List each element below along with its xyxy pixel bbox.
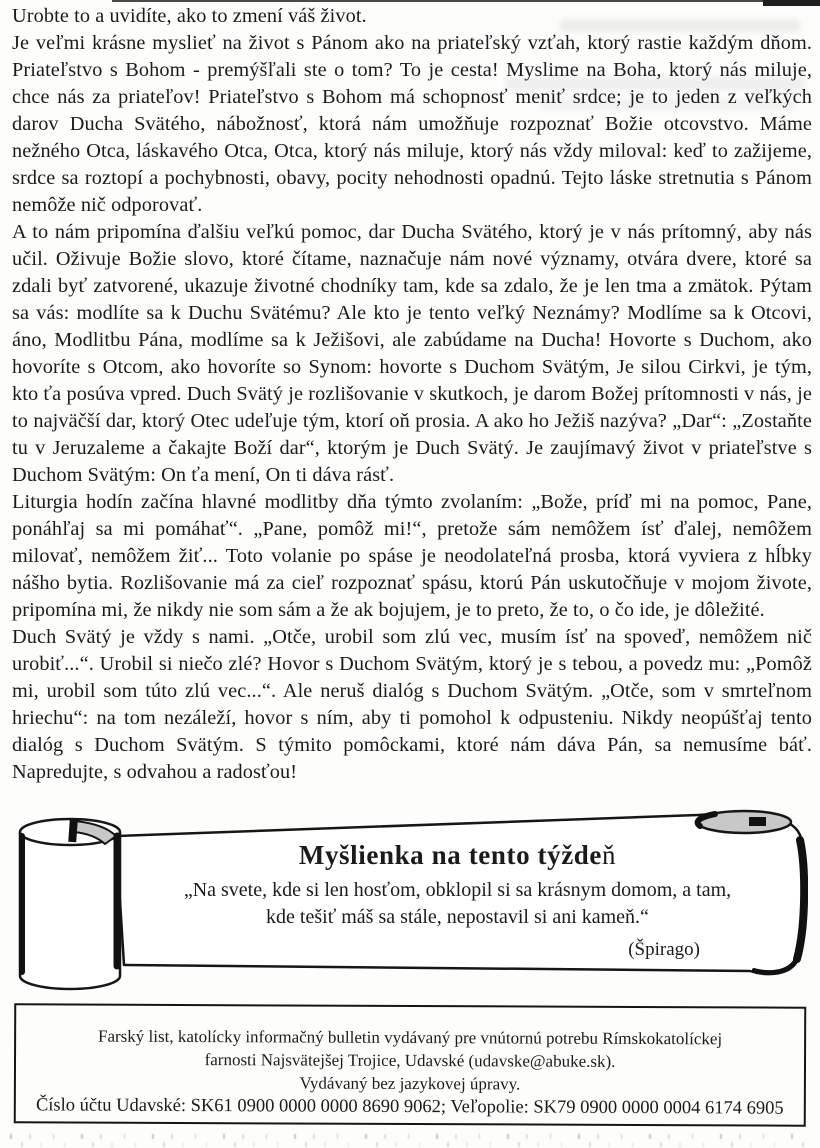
- article-paragraph-1: Urobte to a uvidíte, ako to zmení váš život.: [12, 5, 367, 27]
- imprint-box: [14, 1003, 807, 1126]
- scan-top-rule: [112, 0, 820, 2]
- quote-line-2: kde tešiť máš sa stále, nepostavil si ani kameň.“: [266, 906, 649, 928]
- article-text: [12, 3, 812, 786]
- imprint-line-1: Farský list, katolícky informačný bulletin vydávaný pre vnútornú potrebu Rímskokatolíckej: [97, 1026, 723, 1049]
- article-paragraph-2: Je veľmi krásne myslieť na život s Pánom ako na priateľský vzťah, ktorý rastie každým dňom. Priateľstvo s Bohom - premýšľali ste o tom? To je cesta! Myslime na Boha, ktorý nás miluje, chce nás za priateľov! Priateľstvo s Bohom má schopnosť meniť srdce; je to jeden z veľkých darov Ducha Svätého, nábožnosť, ktorá nám umožňuje rozpoznať Božie otcovstvo. Máme nežného Otca, láskavého Otca, Otca, ktorý nás miluje, ktorý nás vždy miloval: keď to zažijeme, srdce sa roztopí a pochybnosti, obavy, pocity nehodnosti opadnú. Tejto láske stretnutia s Pánom nemôže nič odporovať.: [12, 32, 812, 216]
- weekly-thought-content: [130, 832, 785, 961]
- article-paragraph-4: Liturgia hodín začína hlavné modlitby dňa týmto zvolaním: „Bože, príď mi na pomoc, Pane, ponáhľaj sa mi pomáhať“. „Pane, pomôž mi!“, pretože sám nemôžem ísť ďalej, nemôžem milovať, nemôžem žiť... Toto volanie po spáse je neodolateľná prosba, ktorá vyviera z hĺbky nášho bytia. Rozlišovanie má za cieľ rozpoznať spásu, ktorú Pán uskutočňuje v mojom živote, pripomína mi, že nikdy nie som sám a že ak bojujem, je to preto, že to, o čo ide, je dôležité.: [12, 491, 812, 621]
- quote-attribution: (Špirago): [628, 939, 700, 960]
- article-paragraph-3: A to nám pripomína ďalšiu veľkú pomoc, dar Ducha Svätého, ktorý je v nás prítomný, aby nás učil. Oživuje Božie slovo, ktoré čítame, naznačuje nám nové významy, otvára dvere, ktoré sa zdali byť zatvorené, ukazuje životné chodníky tam, kde sa zdalo, že je len tma a zmätok. Pýtam sa vás: modlíte sa k Duchu Svätému? Ale kto je tento veľký Neznámy? Modlíme sa k Otcovi, áno, Modlitbu Pána, modlíme sa k Ježišovi, ale zabúdame na Ducha! Hovorte s Duchom, ako hovoríte s Otcom, ako hovoríte so Synom: hovorte s Duchom Svätým, Je silou Cirkvi, je tým, kto ťa posúva vpred. Duch Svätý je rozlišovanie v skutkoch, je darom Božej prítomnosti v nás, je to najväčší dar, ktorý Otec udeľuje tým, ktorí oň prosia. A ako ho Ježiš nazýva? „Dar“: „Zostaňte tu v Jeruzaleme a čakajte Boží dar“, ktorým je Duch Svätý. Je zaujímavý život v priateľstve s Duchom Svätým: On ťa mení, On ti dáva rásť.: [12, 221, 812, 486]
- weekly-thought-title: [130, 840, 785, 871]
- imprint-line-3: Vydávaný bez jazykovej úpravy.: [299, 1073, 521, 1094]
- imprint-line-2: farnosti Najsvätejšej Trojice, Udavské (udavske@abuke.sk).: [204, 1050, 616, 1071]
- scan-noise-strip: [21, 1142, 820, 1147]
- weekly-thought-title-bold: Myšlienka na tento týžde: [298, 840, 603, 870]
- weekly-thought-title-tail: ň: [602, 840, 617, 870]
- imprint-bank-accounts: Číslo účtu Udavské: SK61 0900 0000 0000 8690 9062; Veľopolie: SK79 0900 0000 0004 6174 6905: [35, 1095, 784, 1119]
- weekly-thought-scroll: [12, 808, 808, 1000]
- article-paragraph-5: Duch Svätý je vždy s nami. „Otče, urobil som zlú vec, musím ísť na spoveď, nemôžem nič urobiť...“. Urobil si niečo zlé? Hovor s Duchom Svätým, ktorý je s tebou, a povedz mu: „Pomôž mi, urobil som túto zlú vec...“. Ale neruš dialóg s Duchom Svätým. „Otče, som v smrteľnom hriechu“: na tom nezáleží, hovor s ním, aby ti pomohol k odpusteniu. Nikdy neopúšťaj tento dialóg s Duchom Svätým. S týmito pomôckami, ktoré nám dáva Pán, sa nemusíme báť. Napredujte, s odvahou a radosťou!: [12, 626, 812, 783]
- scan-noise-strip: [10, 1134, 810, 1139]
- quote-line-1: „Na svete, kde si len hosťom, obklopil si sa krásnym domom, a tam,: [183, 879, 732, 901]
